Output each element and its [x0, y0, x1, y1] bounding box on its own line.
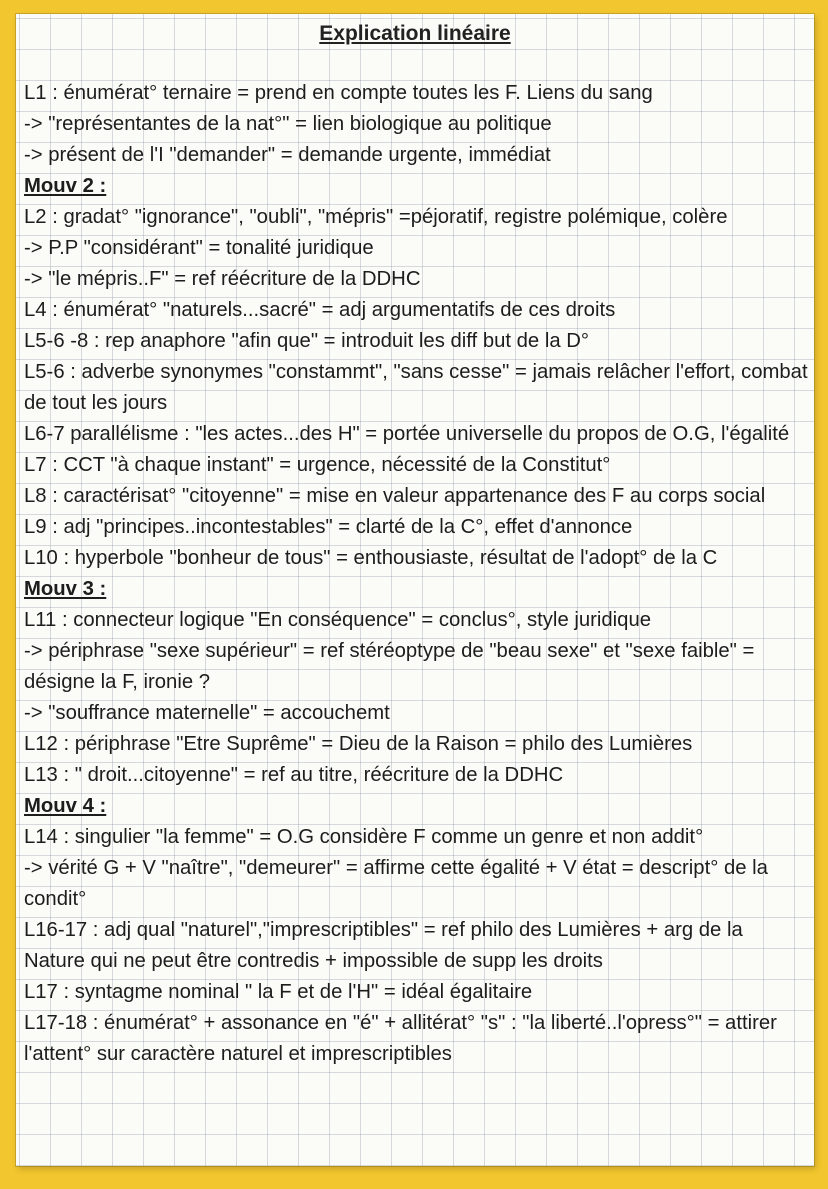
note-line: L17-18 : énumérat° + assonance en "é" + allitérat° "s" : "la liberté..l'opress°" = attirer l'attent° sur caractère naturel et imprescriptibles [24, 1012, 777, 1065]
note-line: L8 : caractérisat° "citoyenne" = mise en valeur appartenance des F au corps social [24, 485, 766, 507]
note-line: L17 : syntagme nominal " la F et de l'H" = idéal égalitaire [24, 981, 533, 1003]
note-line: L1 : énumérat° ternaire = prend en compte toutes les F. Liens du sang [24, 82, 653, 104]
note-line: L6-7 parallélisme : "les actes...des H" = portée universelle du propos de O.G, l'égalité [24, 423, 790, 445]
note-line: L4 : énumérat° "naturels...sacré" = adj argumentatifs de ces droits [24, 299, 616, 321]
note-line: L9 : adj "principes..incontestables" = clarté de la C°, effet d'annonce [24, 516, 633, 538]
page-title: Explication linéaire [319, 22, 511, 45]
note-line: L2 : gradat° "ignorance", "oubli", "mépris" =péjoratif, registre polémique, colère [24, 206, 728, 228]
note-line: L16-17 : adj qual "naturel","imprescriptibles" = ref philo des Lumières + arg de la Nature qui ne peut être contredis + impossible de supp les droits [24, 919, 743, 972]
note-line: L13 : " droit...citoyenne" = ref au titre, réécriture de la DDHC [24, 764, 564, 786]
note-line: -> "représentantes de la nat°" = lien biologique au politique [24, 113, 552, 135]
notebook-page [16, 14, 814, 1166]
note-line: -> vérité G + V "naître", "demeurer" = affirme cette égalité + V état = descript° de la condit° [24, 857, 768, 910]
note-line: L10 : hyperbole "bonheur de tous" = enthousiaste, résultat de l'adopt° de la C [24, 547, 718, 569]
notes-body [24, 78, 809, 1070]
note-line: L7 : CCT "à chaque instant" = urgence, nécessité de la Constitut° [24, 454, 611, 476]
note-line: L11 : connecteur logique "En conséquence" = conclus°, style juridique [24, 609, 652, 631]
note-line: -> périphrase "sexe supérieur" = ref stéréoptype de "beau sexe" et "sexe faible" = désigne la F, ironie ? [24, 640, 755, 693]
note-line: -> P.P "considérant" = tonalité juridique [24, 237, 374, 259]
section-heading: Mouv 2 : [24, 175, 107, 197]
note-line: L5-6 -8 : rep anaphore "afin que" = introduit les diff but de la D° [24, 330, 590, 352]
note-line: L12 : périphrase "Etre Suprême" = Dieu de la Raison = philo des Lumières [24, 733, 693, 755]
note-line: L5-6 : adverbe synonymes "constammt", "sans cesse" = jamais relâcher l'effort, combat de tout les jours [24, 361, 808, 414]
note-line: -> "souffrance maternelle" = accouchemt [24, 702, 390, 724]
note-line: L14 : singulier "la femme" = O.G considère F comme un genre et non addit° [24, 826, 704, 848]
note-line: -> "le mépris..F" = ref réécriture de la DDHC [24, 268, 421, 290]
section-heading: Mouv 3 : [24, 578, 107, 600]
note-line: -> présent de l'I "demander" = demande urgente, immédiat [24, 144, 551, 166]
section-heading: Mouv 4 : [24, 795, 107, 817]
